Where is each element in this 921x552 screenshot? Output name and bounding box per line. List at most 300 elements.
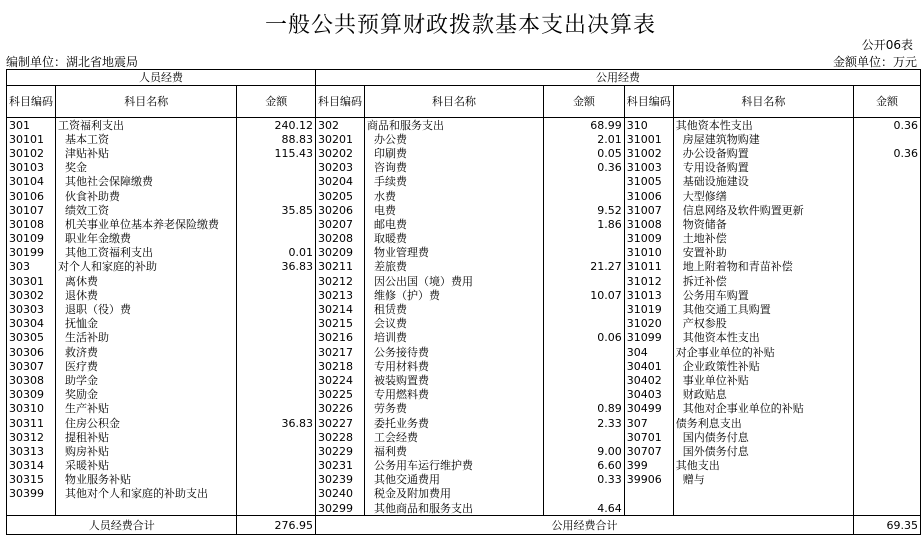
subject-name-cell: 专用设备购置 — [673, 161, 853, 175]
amount-cell: 9.52 — [544, 203, 625, 217]
subject-name-cell: 其他对个人和家庭的补助支出 — [56, 487, 237, 501]
subject-code-cell: 30302 — [7, 288, 56, 302]
subject-name-cell: 劳务费 — [364, 402, 543, 416]
subject-code-cell: 30107 — [7, 203, 56, 217]
subject-code-cell: 30307 — [7, 359, 56, 373]
code-col-header: 科目编码 — [7, 86, 56, 118]
subject-name-cell: 生产补贴 — [56, 402, 237, 416]
subject-name-cell: 退休费 — [56, 288, 237, 302]
subject-name-cell: 财政贴息 — [673, 388, 853, 402]
subject-code-cell: 30213 — [315, 288, 364, 302]
subject-name-cell — [673, 487, 853, 501]
subject-code-cell: 30306 — [7, 345, 56, 359]
amount-cell — [237, 317, 316, 331]
subject-name-cell: 专用燃料费 — [364, 388, 543, 402]
subject-name-cell: 离休费 — [56, 274, 237, 288]
amount-cell: 0.89 — [544, 402, 625, 416]
table-row — [7, 118, 921, 133]
subject-name-cell: 物业管理费 — [364, 246, 543, 260]
subject-code-cell: 307 — [624, 416, 673, 430]
subject-code-cell: 303 — [7, 260, 56, 274]
amount-cell — [237, 487, 316, 501]
subject-name-cell: 电费 — [364, 203, 543, 217]
subject-code-cell: 30216 — [315, 331, 364, 345]
amount-cell — [544, 232, 625, 246]
amount-cell — [544, 317, 625, 331]
amount-cell: 9.00 — [544, 444, 625, 458]
amount-cell — [854, 260, 921, 274]
amount-cell — [854, 345, 921, 359]
subject-code-cell: 30299 — [315, 501, 364, 516]
subject-name-cell: 差旅费 — [364, 260, 543, 274]
subject-code-cell: 30215 — [315, 317, 364, 331]
table-row — [7, 203, 921, 217]
subject-name-cell: 购房补贴 — [56, 444, 237, 458]
expenditure-table — [6, 69, 921, 535]
subject-name-cell: 印刷费 — [364, 146, 543, 160]
subject-name-cell: 物业服务补贴 — [56, 473, 237, 487]
subject-code-cell: 31013 — [624, 288, 673, 302]
subject-code-cell: 30229 — [315, 444, 364, 458]
subject-code-cell: 31010 — [624, 246, 673, 260]
personnel-header: 人员经费 — [7, 70, 316, 86]
subject-code-cell: 30204 — [315, 175, 364, 189]
subject-name-cell: 津贴补贴 — [56, 146, 237, 160]
subject-code-cell: 31011 — [624, 260, 673, 274]
subject-name-cell: 公务接待费 — [364, 345, 543, 359]
subject-name-cell: 产权参股 — [673, 317, 853, 331]
subject-name-cell: 办公设备购置 — [673, 146, 853, 160]
subject-code-cell: 30399 — [7, 487, 56, 501]
subject-name-cell: 其他交通费用 — [364, 473, 543, 487]
subject-code-cell: 30207 — [315, 217, 364, 231]
amount-cell — [854, 359, 921, 373]
code-col-header: 科目编码 — [315, 86, 364, 118]
subject-name-cell: 伙食补助费 — [56, 189, 237, 203]
amount-cell: 36.83 — [237, 416, 316, 430]
name-col-header: 科目名称 — [673, 86, 853, 118]
amount-cell: 68.99 — [544, 118, 625, 133]
subject-code-cell: 30225 — [315, 388, 364, 402]
amount-cell — [237, 473, 316, 487]
amount-cell — [544, 189, 625, 203]
subject-code-cell: 31020 — [624, 317, 673, 331]
amount-cell — [237, 388, 316, 402]
subject-code-cell: 31001 — [624, 132, 673, 146]
subject-name-cell: 国内债务付息 — [673, 430, 853, 444]
subject-name-cell: 退职（役）费 — [56, 302, 237, 316]
reporting-unit: 编制单位：湖北省地震局 — [6, 55, 139, 69]
table-row — [7, 232, 921, 246]
amount-cell — [854, 501, 921, 516]
subject-code-cell: 30205 — [315, 189, 364, 203]
subject-name-cell: 救济费 — [56, 345, 237, 359]
amount-cell — [544, 487, 625, 501]
amount-cell — [237, 217, 316, 231]
subject-name-cell — [673, 501, 853, 516]
subject-code-cell: 30231 — [315, 459, 364, 473]
subject-name-cell: 培训费 — [364, 331, 543, 345]
amount-cell — [237, 359, 316, 373]
table-row — [7, 388, 921, 402]
subject-name-cell: 其他社会保障缴费 — [56, 175, 237, 189]
amount-cell — [854, 161, 921, 175]
amount-cell — [544, 388, 625, 402]
subject-code-cell: 31008 — [624, 217, 673, 231]
subject-code-cell: 30203 — [315, 161, 364, 175]
subject-code-cell: 31019 — [624, 302, 673, 316]
table-row — [7, 416, 921, 430]
subject-code-cell: 30499 — [624, 402, 673, 416]
subject-name-cell: 大型修缮 — [673, 189, 853, 203]
subject-code-cell: 30304 — [7, 317, 56, 331]
table-row — [7, 175, 921, 189]
subject-code-cell: 30310 — [7, 402, 56, 416]
amount-cell — [854, 331, 921, 345]
personnel-total-value: 276.95 — [237, 516, 316, 535]
subject-name-cell: 取暖费 — [364, 232, 543, 246]
subject-name-cell: 国外债务付息 — [673, 444, 853, 458]
subject-name-cell: 福利费 — [364, 444, 543, 458]
subject-code-cell: 30199 — [7, 246, 56, 260]
amount-cell: 0.36 — [854, 118, 921, 133]
subject-name-cell: 被装购置费 — [364, 373, 543, 387]
table-row — [7, 487, 921, 501]
amount-cell: 0.33 — [544, 473, 625, 487]
subject-name-cell: 租赁费 — [364, 302, 543, 316]
amount-cell — [544, 274, 625, 288]
subject-code-cell: 304 — [624, 345, 673, 359]
subject-code-cell: 30315 — [7, 473, 56, 487]
subject-code-cell: 30101 — [7, 132, 56, 146]
subject-code-cell: 30102 — [7, 146, 56, 160]
subject-code-cell: 30201 — [315, 132, 364, 146]
subject-name-cell: 房屋建筑物购建 — [673, 132, 853, 146]
amount-cell — [237, 459, 316, 473]
subject-code-cell: 30301 — [7, 274, 56, 288]
amount-cell: 0.36 — [544, 161, 625, 175]
table-row — [7, 317, 921, 331]
subject-name-cell: 基础设施建设 — [673, 175, 853, 189]
subject-name-cell: 维修（护）费 — [364, 288, 543, 302]
amount-cell — [854, 388, 921, 402]
amount-cell — [854, 132, 921, 146]
amount-cell — [854, 288, 921, 302]
subject-code-cell: 31002 — [624, 146, 673, 160]
subject-name-cell: 其他对企事业单位的补贴 — [673, 402, 853, 416]
subject-code-cell: 30308 — [7, 373, 56, 387]
amount-cell — [544, 430, 625, 444]
subject-name-cell: 对个人和家庭的补助 — [56, 260, 237, 274]
subject-name-cell: 助学金 — [56, 373, 237, 387]
table-row — [7, 345, 921, 359]
subject-name-cell: 水费 — [364, 189, 543, 203]
amount-cell — [854, 459, 921, 473]
amount-cell: 21.27 — [544, 260, 625, 274]
subject-name-cell: 地上附着物和青苗补偿 — [673, 260, 853, 274]
amount-cell — [544, 175, 625, 189]
table-row — [7, 359, 921, 373]
subject-code-cell: 31003 — [624, 161, 673, 175]
amount-cell — [854, 302, 921, 316]
amount-cell: 1.86 — [544, 217, 625, 231]
table-row — [7, 132, 921, 146]
subject-name-cell: 奖励金 — [56, 388, 237, 402]
subject-name-cell: 抚恤金 — [56, 317, 237, 331]
subject-code-cell: 30314 — [7, 459, 56, 473]
subject-name-cell: 奖金 — [56, 161, 237, 175]
subject-code-cell: 30108 — [7, 217, 56, 231]
subject-name-cell: 税金及附加费用 — [364, 487, 543, 501]
subject-code-cell: 30227 — [315, 416, 364, 430]
amount-cell — [854, 217, 921, 231]
subject-code-cell: 30206 — [315, 203, 364, 217]
subject-name-cell: 因公出国（境）费用 — [364, 274, 543, 288]
subject-name-cell: 职业年金缴费 — [56, 232, 237, 246]
amount-cell — [854, 444, 921, 458]
table-row — [7, 246, 921, 260]
subject-name-cell: 会议费 — [364, 317, 543, 331]
subject-code-cell — [7, 501, 56, 516]
subject-name-cell: 生活补助 — [56, 331, 237, 345]
subject-code-cell: 30212 — [315, 274, 364, 288]
amount-cell — [854, 175, 921, 189]
subject-name-cell: 绩效工资 — [56, 203, 237, 217]
subject-name-cell: 其他资本性支出 — [673, 118, 853, 133]
subject-code-cell: 30240 — [315, 487, 364, 501]
subject-name-cell: 对企事业单位的补贴 — [673, 345, 853, 359]
subject-code-cell — [624, 487, 673, 501]
form-code: 公开06表 — [861, 38, 913, 52]
amount-cell — [544, 246, 625, 260]
subject-code-cell: 30214 — [315, 302, 364, 316]
subject-name-cell: 工资福利支出 — [56, 118, 237, 133]
subject-name-cell: 公务用车购置 — [673, 288, 853, 302]
subject-code-cell: 31009 — [624, 232, 673, 246]
subject-code-cell: 30211 — [315, 260, 364, 274]
table-row — [7, 302, 921, 316]
amount-cell: 10.07 — [544, 288, 625, 302]
subject-name-cell: 物资储备 — [673, 217, 853, 231]
subject-name-cell: 其他支出 — [673, 459, 853, 473]
amount-cell — [237, 501, 316, 516]
name-col-header: 科目名称 — [364, 86, 543, 118]
amount-cell: 0.01 — [237, 246, 316, 260]
subject-name-cell: 手续费 — [364, 175, 543, 189]
subject-name-cell: 公务用车运行维护费 — [364, 459, 543, 473]
amount-col-header: 金额 — [544, 86, 625, 118]
subject-name-cell: 安置补助 — [673, 246, 853, 260]
amount-col-header: 金额 — [237, 86, 316, 118]
subject-name-cell: 拆迁补偿 — [673, 274, 853, 288]
subject-code-cell: 30707 — [624, 444, 673, 458]
subject-code-cell: 301 — [7, 118, 56, 133]
subject-name-cell: 土地补偿 — [673, 232, 853, 246]
subject-name-cell: 委托业务费 — [364, 416, 543, 430]
amount-cell — [854, 274, 921, 288]
subject-code-cell: 30305 — [7, 331, 56, 345]
table-row — [7, 288, 921, 302]
table-row — [7, 260, 921, 274]
table-row — [7, 161, 921, 175]
subject-name-cell: 企业政策性补贴 — [673, 359, 853, 373]
subject-code-cell: 31005 — [624, 175, 673, 189]
table-row — [7, 430, 921, 444]
amount-cell — [854, 473, 921, 487]
subject-name-cell: 其他交通工具购置 — [673, 302, 853, 316]
amount-cell — [237, 175, 316, 189]
subject-name-cell: 办公费 — [364, 132, 543, 146]
personnel-total-label: 人员经费合计 — [7, 516, 237, 535]
amount-cell: 88.83 — [237, 132, 316, 146]
amount-cell — [854, 430, 921, 444]
table-row — [7, 473, 921, 487]
amount-cell — [854, 373, 921, 387]
amount-cell — [237, 331, 316, 345]
amount-col-header: 金额 — [854, 86, 921, 118]
subject-name-cell: 其他工资福利支出 — [56, 246, 237, 260]
subject-name-cell: 商品和服务支出 — [364, 118, 543, 133]
amount-cell — [237, 288, 316, 302]
amount-cell: 0.05 — [544, 146, 625, 160]
table-row — [7, 373, 921, 387]
public-header: 公用经费 — [315, 70, 920, 86]
amount-cell — [854, 402, 921, 416]
subject-code-cell: 30303 — [7, 302, 56, 316]
amount-cell: 35.85 — [237, 203, 316, 217]
amount-cell — [237, 430, 316, 444]
subject-code-cell: 30209 — [315, 246, 364, 260]
subject-code-cell: 30403 — [624, 388, 673, 402]
page-title: 一般公共预算财政拨款基本支出决算表 — [264, 13, 656, 38]
amount-cell: 6.60 — [544, 459, 625, 473]
subject-name-cell: 工会经费 — [364, 430, 543, 444]
amount-cell — [854, 246, 921, 260]
subject-name-cell: 事业单位补贴 — [673, 373, 853, 387]
subject-code-cell: 31006 — [624, 189, 673, 203]
amount-cell — [854, 189, 921, 203]
subject-name-cell: 医疗费 — [56, 359, 237, 373]
table-row — [7, 189, 921, 203]
subject-code-cell: 30224 — [315, 373, 364, 387]
amount-cell — [237, 161, 316, 175]
amount-cell — [237, 373, 316, 387]
currency-unit: 金额单位：万元 — [832, 55, 917, 69]
subject-code-cell: 302 — [315, 118, 364, 133]
subject-code-cell: 310 — [624, 118, 673, 133]
amount-cell — [854, 232, 921, 246]
subject-code-cell — [624, 501, 673, 516]
subject-name-cell: 基本工资 — [56, 132, 237, 146]
subject-name-cell: 机关事业单位基本养老保险缴费 — [56, 217, 237, 231]
amount-cell — [854, 416, 921, 430]
code-col-header: 科目编码 — [624, 86, 673, 118]
amount-cell: 115.43 — [237, 146, 316, 160]
amount-cell — [544, 345, 625, 359]
subject-code-cell: 30106 — [7, 189, 56, 203]
subject-code-cell: 30218 — [315, 359, 364, 373]
subject-code-cell: 30701 — [624, 430, 673, 444]
amount-cell: 36.83 — [237, 260, 316, 274]
subject-name-cell: 采暖补贴 — [56, 459, 237, 473]
subject-name-cell: 债务利息支出 — [673, 416, 853, 430]
amount-cell — [237, 302, 316, 316]
subject-name-cell: 咨询费 — [364, 161, 543, 175]
amount-cell: 2.01 — [544, 132, 625, 146]
amount-cell — [237, 274, 316, 288]
subject-code-cell: 30402 — [624, 373, 673, 387]
subject-code-cell: 30401 — [624, 359, 673, 373]
amount-cell — [237, 444, 316, 458]
subject-code-cell: 30239 — [315, 473, 364, 487]
amount-cell: 2.33 — [544, 416, 625, 430]
subject-name-cell: 信息网络及软件购置更新 — [673, 203, 853, 217]
subject-name-cell: 其他资本性支出 — [673, 331, 853, 345]
subject-name-cell: 邮电费 — [364, 217, 543, 231]
subject-code-cell: 30202 — [315, 146, 364, 160]
subject-code-cell: 30208 — [315, 232, 364, 246]
subject-code-cell: 30109 — [7, 232, 56, 246]
subject-code-cell: 30311 — [7, 416, 56, 430]
subject-code-cell: 31007 — [624, 203, 673, 217]
subject-name-cell: 住房公积金 — [56, 416, 237, 430]
public-total-label: 公用经费合计 — [315, 516, 853, 535]
subject-code-cell: 399 — [624, 459, 673, 473]
amount-cell — [544, 359, 625, 373]
table-row — [7, 402, 921, 416]
subject-code-cell: 30313 — [7, 444, 56, 458]
subject-name-cell — [56, 501, 237, 516]
amount-cell — [854, 487, 921, 501]
amount-cell — [237, 402, 316, 416]
table-row — [7, 444, 921, 458]
subject-name-cell: 专用材料费 — [364, 359, 543, 373]
subject-code-cell: 39906 — [624, 473, 673, 487]
subject-code-cell: 30226 — [315, 402, 364, 416]
subject-code-cell: 30103 — [7, 161, 56, 175]
amount-cell: 0.36 — [854, 146, 921, 160]
subject-name-cell: 提租补贴 — [56, 430, 237, 444]
table-row — [7, 146, 921, 160]
subject-code-cell: 30104 — [7, 175, 56, 189]
subject-code-cell: 30309 — [7, 388, 56, 402]
amount-cell: 4.64 — [544, 501, 625, 516]
subject-code-cell: 31012 — [624, 274, 673, 288]
amount-cell — [544, 373, 625, 387]
amount-cell — [237, 345, 316, 359]
amount-cell: 240.12 — [237, 118, 316, 133]
subject-name-cell: 其他商品和服务支出 — [364, 501, 543, 516]
name-col-header: 科目名称 — [56, 86, 237, 118]
table-row — [7, 459, 921, 473]
subject-code-cell: 30312 — [7, 430, 56, 444]
amount-cell — [854, 203, 921, 217]
table-row — [7, 274, 921, 288]
subject-code-cell: 31099 — [624, 331, 673, 345]
subject-code-cell: 30217 — [315, 345, 364, 359]
amount-cell — [237, 189, 316, 203]
amount-cell: 0.06 — [544, 331, 625, 345]
table-row — [7, 217, 921, 231]
public-total-value: 69.35 — [854, 516, 921, 535]
amount-cell — [854, 317, 921, 331]
table-row — [7, 501, 921, 516]
subject-code-cell: 30228 — [315, 430, 364, 444]
subject-name-cell: 赠与 — [673, 473, 853, 487]
table-row — [7, 331, 921, 345]
amount-cell — [544, 302, 625, 316]
amount-cell — [237, 232, 316, 246]
